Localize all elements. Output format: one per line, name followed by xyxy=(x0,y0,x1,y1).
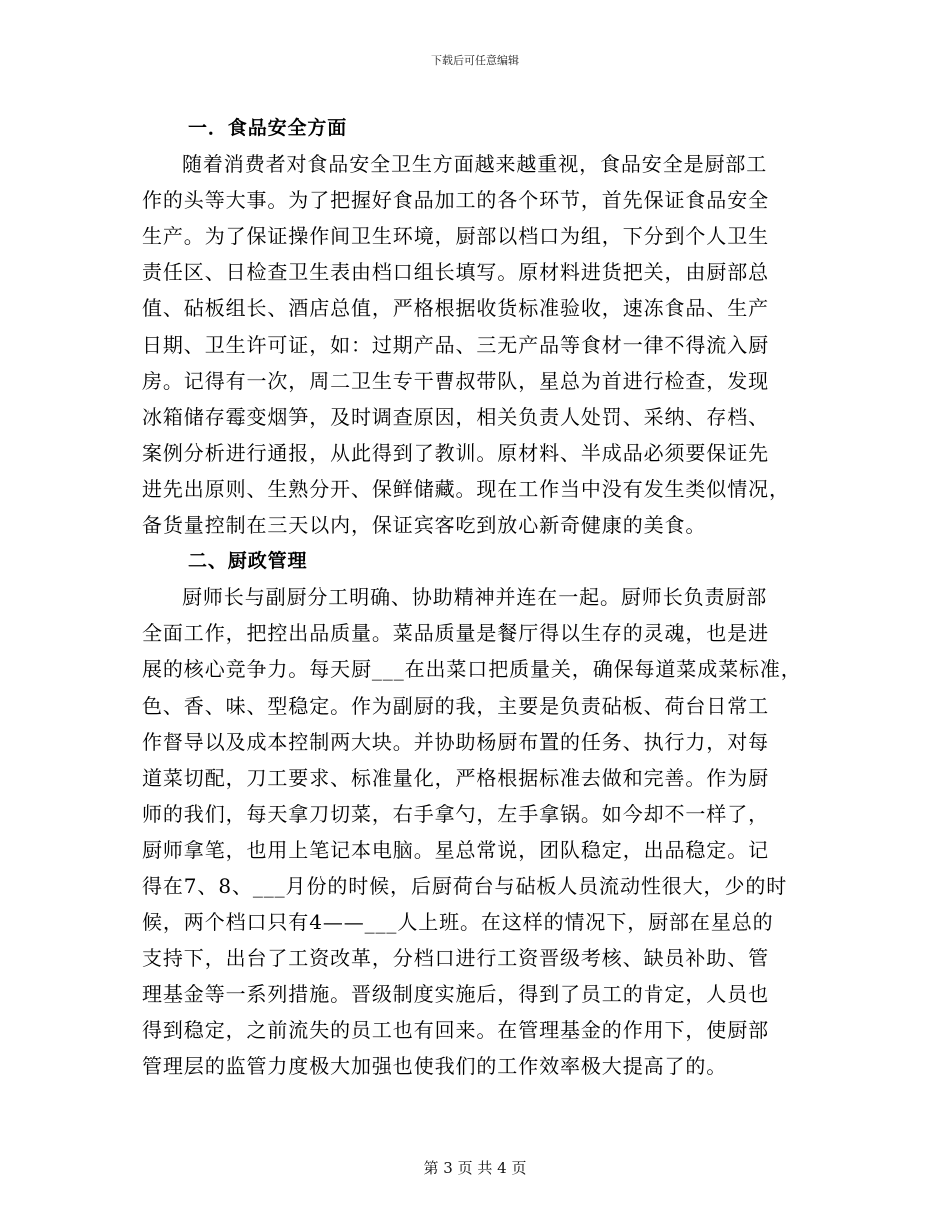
paragraph-line: 支持下，出台了工资改革，分档口进行工资晋级考核、缺员补助、管 xyxy=(142,946,769,971)
paragraph-line: 责任区、日检查卫生表由档口组长填写。原材料进货把关，由厨部总 xyxy=(142,260,769,285)
section-heading-kitchen-management: 二、厨政管理 xyxy=(188,550,308,573)
paragraph-line: 生产。为了保证操作间卫生环境，厨部以档口为组，下分到个人卫生 xyxy=(142,224,769,249)
paragraph-line: 随着消费者对食品安全卫生方面越来越重视，食品安全是厨部工 xyxy=(182,152,768,177)
paragraph-line: 日期、卫生许可证，如：过期产品、三无产品等食材一律不得流入厨 xyxy=(142,332,769,357)
paragraph-line: 展的核心竞争力。每天厨___在出菜口把质量关，确保每道菜成菜标准， xyxy=(142,657,802,682)
section-heading-food-safety: 一．食品安全方面 xyxy=(188,117,348,139)
paragraph-line: 厨师长与副厨分工明确、协助精神并连在一起。厨师长负责厨部 xyxy=(182,585,768,610)
paragraph-line: 色、香、味、型稳定。作为副厨的我，主要是负责砧板、荷台日常工 xyxy=(142,693,769,718)
paragraph-line: 得在7、8、___月份的时候，后厨荷台与砧板人员流动性很大，少的时 xyxy=(142,873,788,898)
paragraph-line: 师的我们，每天拿刀切菜，右手拿勺，左手拿锅。如今却不一样了， xyxy=(142,801,769,826)
paragraph-line: 全面工作，把控出品质量。菜品质量是餐厅得以生存的灵魂，也是进 xyxy=(142,621,769,646)
paragraph-line: 厨师拿笔，也用上笔记本电脑。星总常说，团队稳定，出品稳定。记 xyxy=(142,837,769,862)
paragraph-line: 冰箱储存霉变烟笋，及时调查原因，相关负责人处罚、采纳、存档、 xyxy=(142,404,769,429)
paragraph-line: 得到稳定，之前流失的员工也有回来。在管理基金的作用下，使厨部 xyxy=(142,1018,769,1043)
paragraph-line: 作督导以及成本控制两大块。并协助杨厨布置的任务、执行力，对每 xyxy=(142,729,769,754)
paragraph-line: 道菜切配，刀工要求、标准量化，严格根据标准去做和完善。作为厨 xyxy=(142,765,769,790)
paragraph-line: 候，两个档口只有4——___人上班。在这样的情况下，厨部在星总的 xyxy=(142,910,774,935)
paragraph-line: 房。记得有一次，周二卫生专干曹叔带队，星总为首进行检查，发现 xyxy=(142,368,769,393)
page-header: 下载后可任意编辑 xyxy=(431,54,519,67)
paragraph-line: 理基金等一系列措施。晋级制度实施后，得到了员工的肯定，人员也 xyxy=(142,982,769,1007)
paragraph-line: 备货量控制在三天以内，保证宾客吃到放心新奇健康的美食。 xyxy=(142,513,707,538)
paragraph-line: 值、砧板组长、酒店总值，严格根据收货标准验收，速冻食品、生产 xyxy=(142,296,769,321)
paragraph-line: 作的头等大事。为了把握好食品加工的各个环节，首先保证食品安全 xyxy=(142,188,769,213)
page-number-footer: 第 3 页 共 4 页 xyxy=(423,1159,527,1177)
paragraph-line: 案例分析进行通报，从此得到了教训。原材料、半成品必须要保证先 xyxy=(142,440,769,465)
paragraph-line: 进先出原则、生熟分开、保鲜储藏。现在工作当中没有发生类似情况， xyxy=(142,476,790,501)
document-body xyxy=(142,110,822,1085)
paragraph-line: 管理层的监管力度极大加强也使我们的工作效率极大提高了的。 xyxy=(142,1054,728,1079)
